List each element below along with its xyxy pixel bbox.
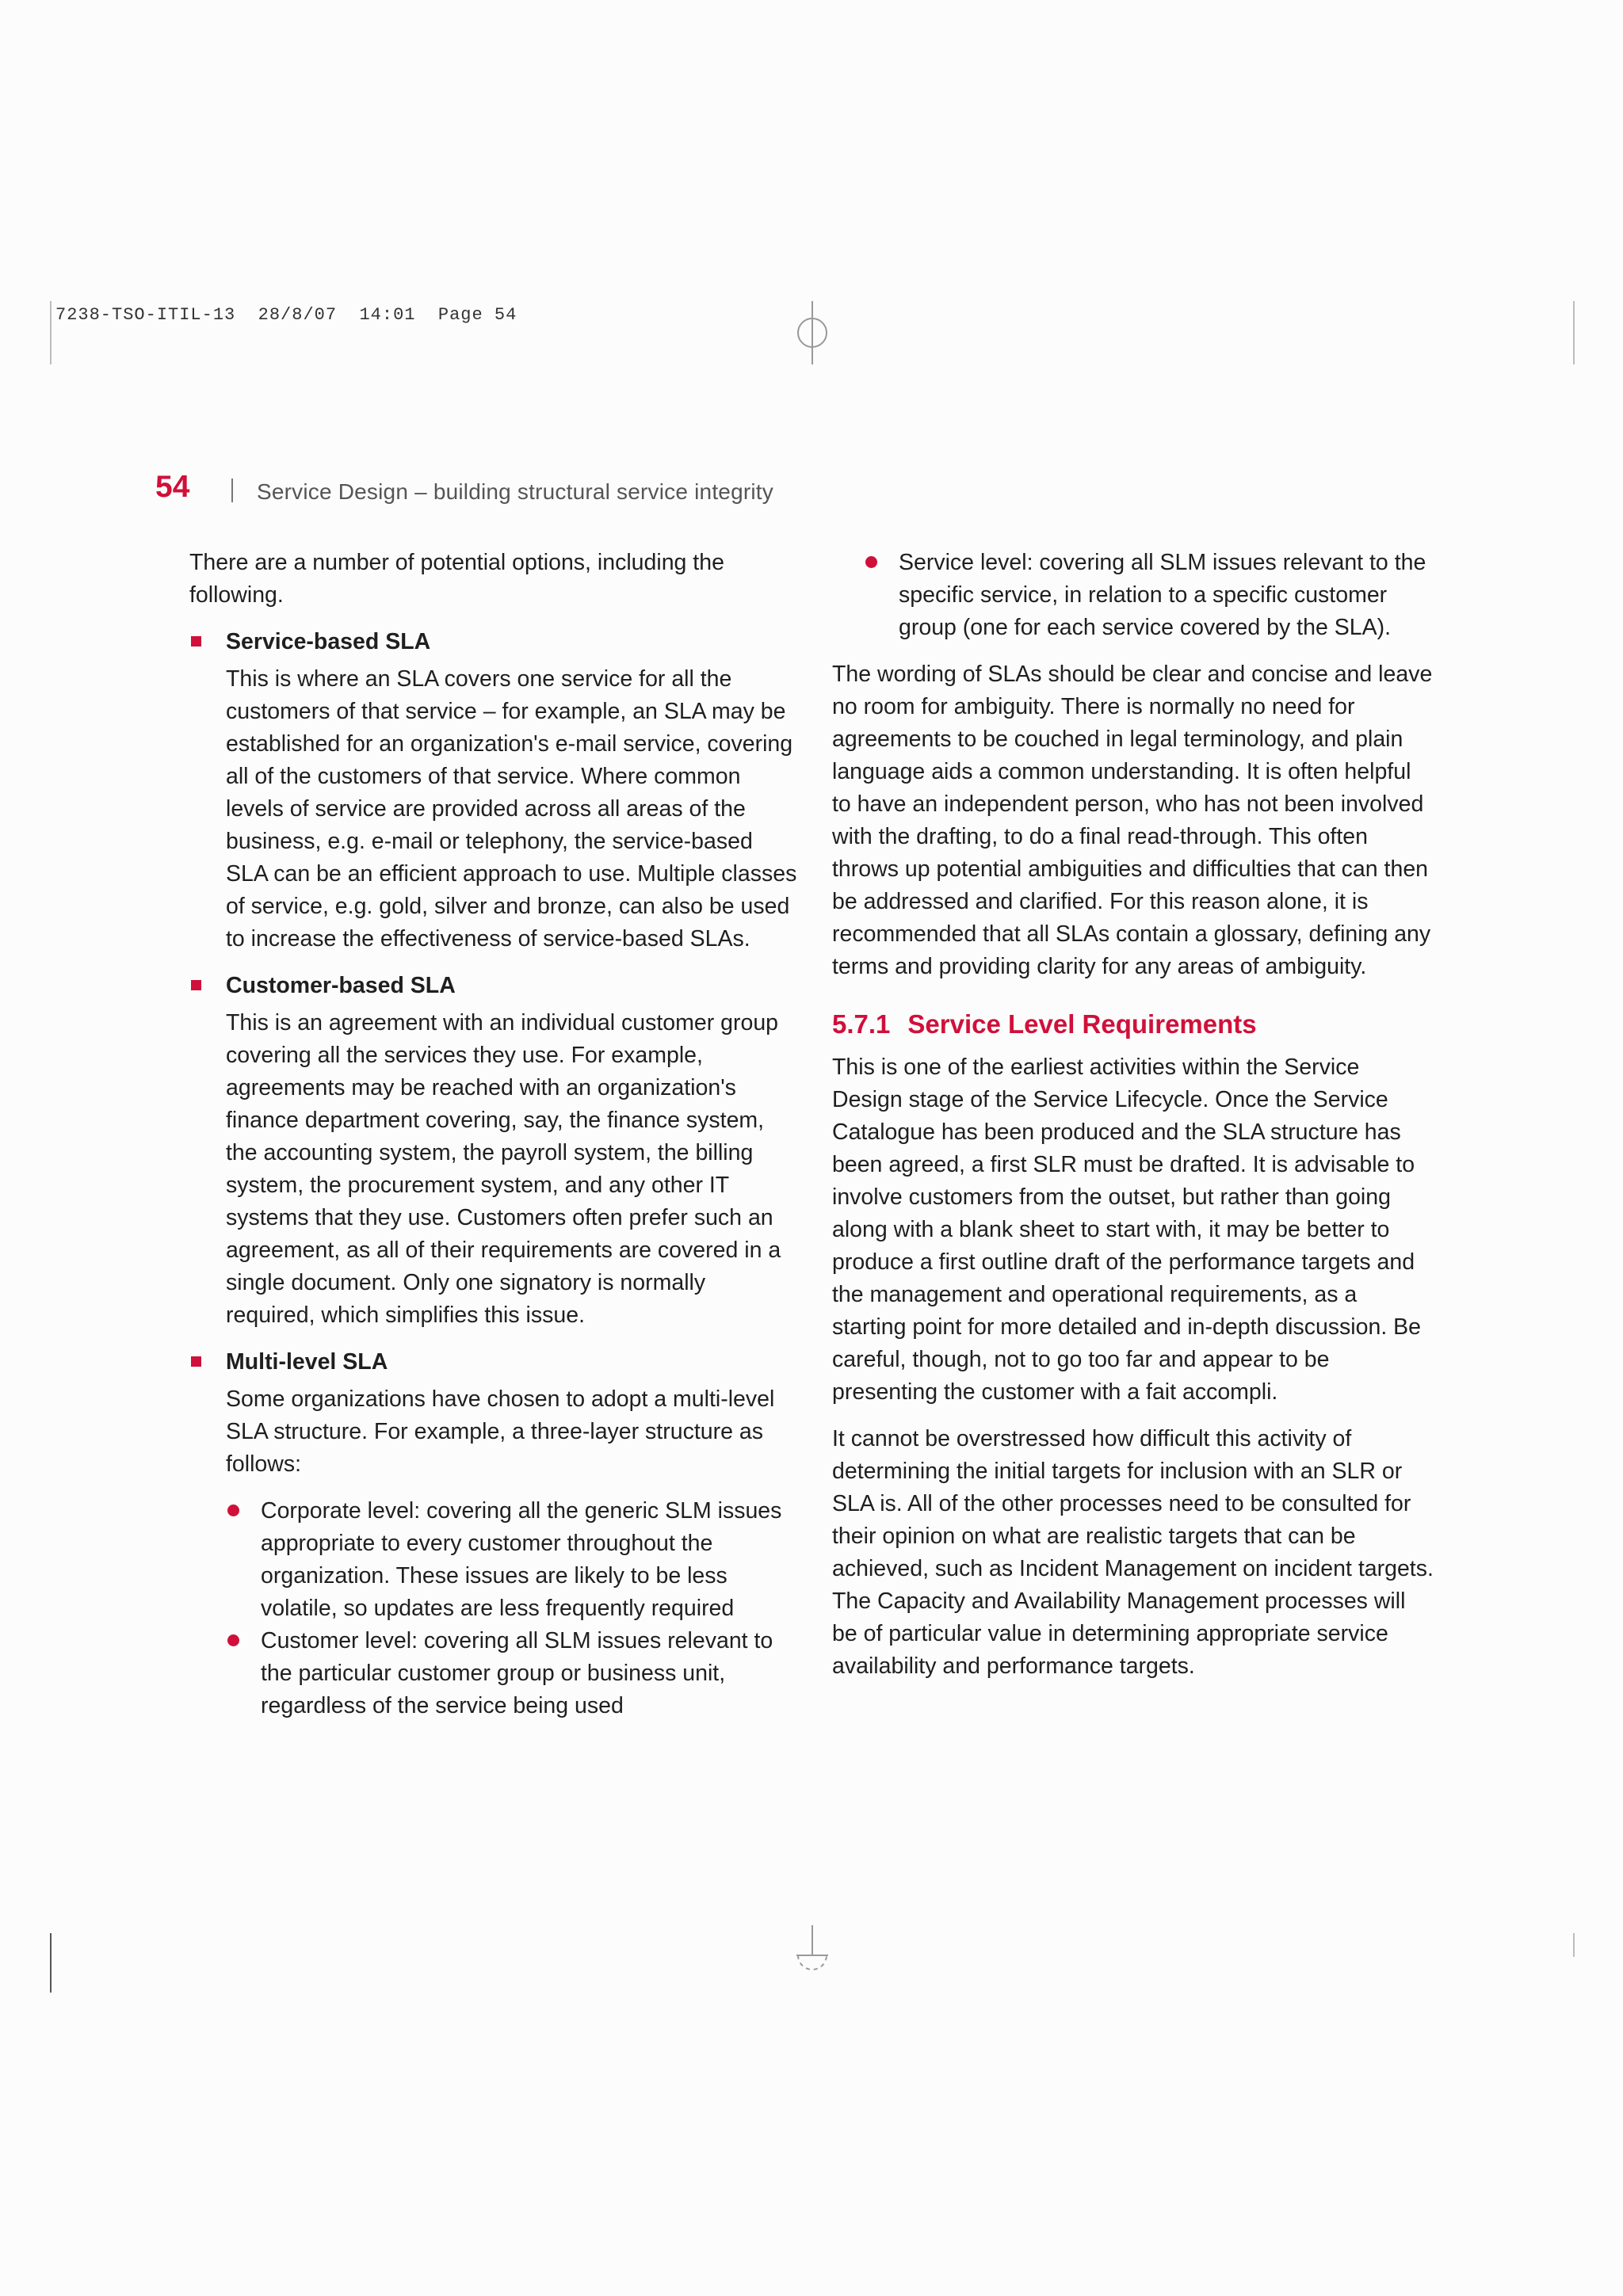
sub-item-corporate-level <box>226 1495 800 1625</box>
running-title: Service Design – building structural service integrity <box>257 479 773 504</box>
round-bullet-icon <box>227 1634 239 1646</box>
sub-list <box>226 1495 800 1722</box>
item-title: Multi-level SLA <box>226 1349 388 1375</box>
crop-mark-top-right <box>1573 301 1575 364</box>
sub-item-text: Corporate level: covering all the generic SLM issues appropriate to every customer throughout the organization. These issues are likely to be less volatile, so updates are less frequently required <box>261 1498 782 1621</box>
section-title: Service Level Requirements <box>907 1009 1257 1039</box>
right-column <box>832 547 1434 1697</box>
sub-item-text: Customer level: covering all SLM issues relevant to the particular customer group or business unit, regardless of the service being used <box>261 1628 773 1718</box>
running-head <box>231 479 773 505</box>
paragraph-slr-intro: This is one of the earliest activities within the Service Design stage of the Service Lifecycle. Once the Service Catalogue has been produced and the SLA structure has been agreed, a first SLR must be drafted. It is advisable to involve customers from the outset, but rather than going along with a blank sheet to start with, it may be better to produce a first outline draft of the performance targets and the management and operational requirements, as a starting point for more detailed and in-depth discussion. Be careful, though, not to go too far and appear to be presenting the customer with a fait accompli. <box>832 1055 1422 1405</box>
item-body: Some organizations have chosen to adopt a multi-level SLA structure. For example, a three-layer structure as follows: <box>226 1386 775 1477</box>
list-item-multi-level-sla <box>189 1346 800 1722</box>
registration-mark-bottom-icon <box>792 1925 832 1981</box>
registration-mark-top-icon <box>792 301 832 364</box>
item-title: Service-based SLA <box>226 629 431 654</box>
list-item-service-based-sla <box>189 626 800 955</box>
section-number: 5.7.1 <box>832 1009 891 1039</box>
item-body: This is an agreement with an individual customer group covering all the services they use. For example, agreements may be reached with an organization's finance department covering, say, the finance system, the accounting system, the payroll system, the billing system, the procurement system, and any other IT systems that they use. Customers often prefer such an agreement, as all of their requirements are covered in a single document. Only one signatory is normally required, which simplifies this issue. <box>226 1010 781 1328</box>
header-divider <box>231 479 233 502</box>
sub-item-text: Service level: covering all SLM issues relevant to the specific service, in relation to a specific customer group (one for each service covered by the SLA). <box>899 550 1426 640</box>
square-bullet-icon <box>191 1356 201 1367</box>
page-number: 54 <box>155 470 190 504</box>
crop-mark-bottom-left <box>50 1933 52 1993</box>
left-column <box>189 547 800 1733</box>
print-slug: 7238-TSO-ITIL-13 28/8/07 14:01 Page 54 <box>55 305 517 325</box>
round-bullet-icon <box>865 556 877 568</box>
round-bullet-icon <box>227 1505 239 1516</box>
item-body: This is where an SLA covers one service for all the customers of that service – for example, an SLA may be established for an organization's e-mail service, covering all of the customers of that service. Where common levels of service are provided across all areas of the business, e.g. e-mail or telephony, the service-based SLA can be an efficient approach to use. Multiple classes of service, e.g. gold, silver and bronze, can also be used to increase the effectiveness of service-based SLAs. <box>226 666 797 952</box>
intro-paragraph: There are a number of potential options, including the following. <box>189 550 724 608</box>
sub-item-service-level <box>864 547 1434 644</box>
list-item-customer-based-sla <box>189 970 800 1332</box>
square-bullet-icon <box>191 980 201 990</box>
crop-mark-top-left <box>50 301 52 364</box>
item-title: Customer-based SLA <box>226 973 456 998</box>
sub-item-customer-level <box>226 1625 800 1722</box>
paragraph-sla-wording: The wording of SLAs should be clear and concise and leave no room for ambiguity. There is normally no need for agreements to be couched in legal terminology, and plain language aids a common understanding. It is often helpful to have an independent person, who has not been involved with the drafting, to do a final read-through. This often throws up potential ambiguities and difficulties that can then be addressed and clarified. For this reason alone, it is recommended that all SLAs contain a glossary, defining any terms and providing clarity for any areas of ambiguity. <box>832 662 1433 979</box>
section-heading <box>832 1007 1434 1042</box>
paragraph-slr-targets: It cannot be overstressed how difficult this activity of determining the initial targets for inclusion with an SLR or SLA is. All of the other processes need to be consulted for their opinion on what are realistic targets that can be achieved, such as Incident Management on incident targets. The Capacity and Availability Management processes will be of particular value in determining appropriate service availability and performance targets. <box>832 1426 1434 1679</box>
square-bullet-icon <box>191 636 201 646</box>
crop-mark-bottom-right <box>1573 1933 1575 1957</box>
